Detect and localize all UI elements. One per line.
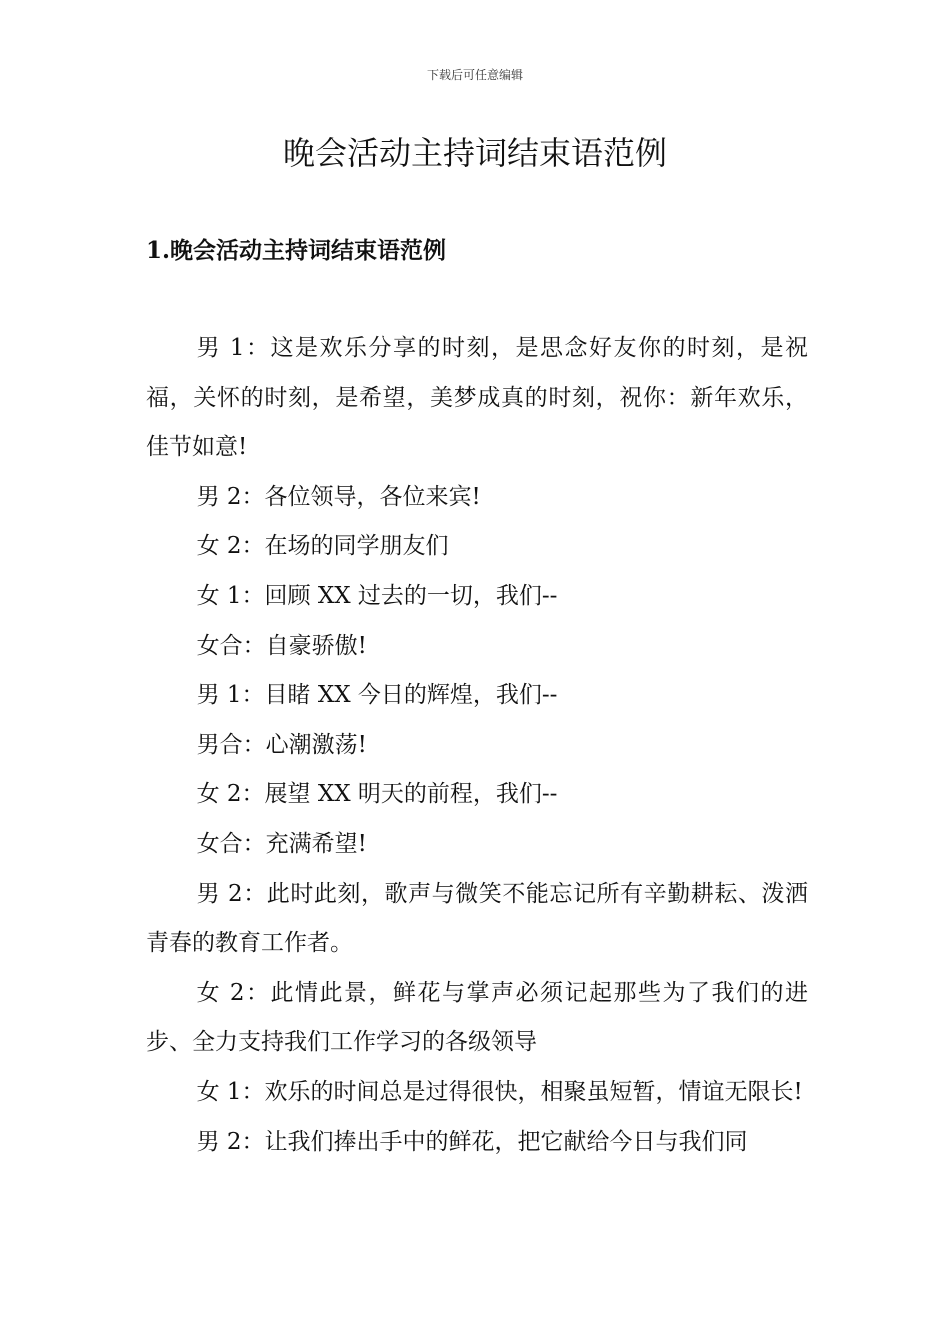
paragraph: 男合：心潮激荡! (196, 731, 367, 758)
paragraph: 男 2：此时此刻，歌声与微笑不能忘记所有辛勤耕耘、泼洒青春的教育工作者。 (146, 880, 808, 957)
document-body (146, 324, 808, 1167)
paragraph: 女 2：展望 XX 明天的前程，我们-- (196, 781, 558, 808)
paragraph: 男 1：目睹 XX 今日的辉煌，我们-- (196, 682, 558, 709)
paragraph: 女合：自豪骄傲! (196, 632, 367, 659)
document-title: 晚会活动主持词结束语范例 (282, 134, 667, 172)
header-note: 下载后可任意编辑 (426, 68, 523, 82)
paragraph: 女 1：欢乐的时间总是过得很快，相聚虽短暂，情谊无限长! (196, 1078, 803, 1105)
paragraph: 女合：充满希望! (196, 830, 367, 857)
paragraph: 男 2：让我们捧出手中的鲜花，把它献给今日与我们同 (196, 1128, 748, 1155)
paragraph: 男 1：这是欢乐分享的时刻，是思念好友你的时刻，是祝福，关怀的时刻，是希望，美梦成真的时刻，祝你：新年欢乐，佳节如意! (146, 335, 808, 461)
paragraph: 女 1：回顾 XX 过去的一切，我们-- (196, 582, 558, 609)
paragraph: 男 2：各位领导，各位来宾! (196, 483, 481, 510)
paragraph: 女 2：在场的同学朋友们 (196, 533, 449, 560)
paragraph: 女 2：此情此景，鲜花与掌声必须记起那些为了我们的进步、全力支持我们工作学习的各级领导 (146, 979, 808, 1056)
section-heading: 1.晚会活动主持词结束语范例 (146, 237, 447, 264)
